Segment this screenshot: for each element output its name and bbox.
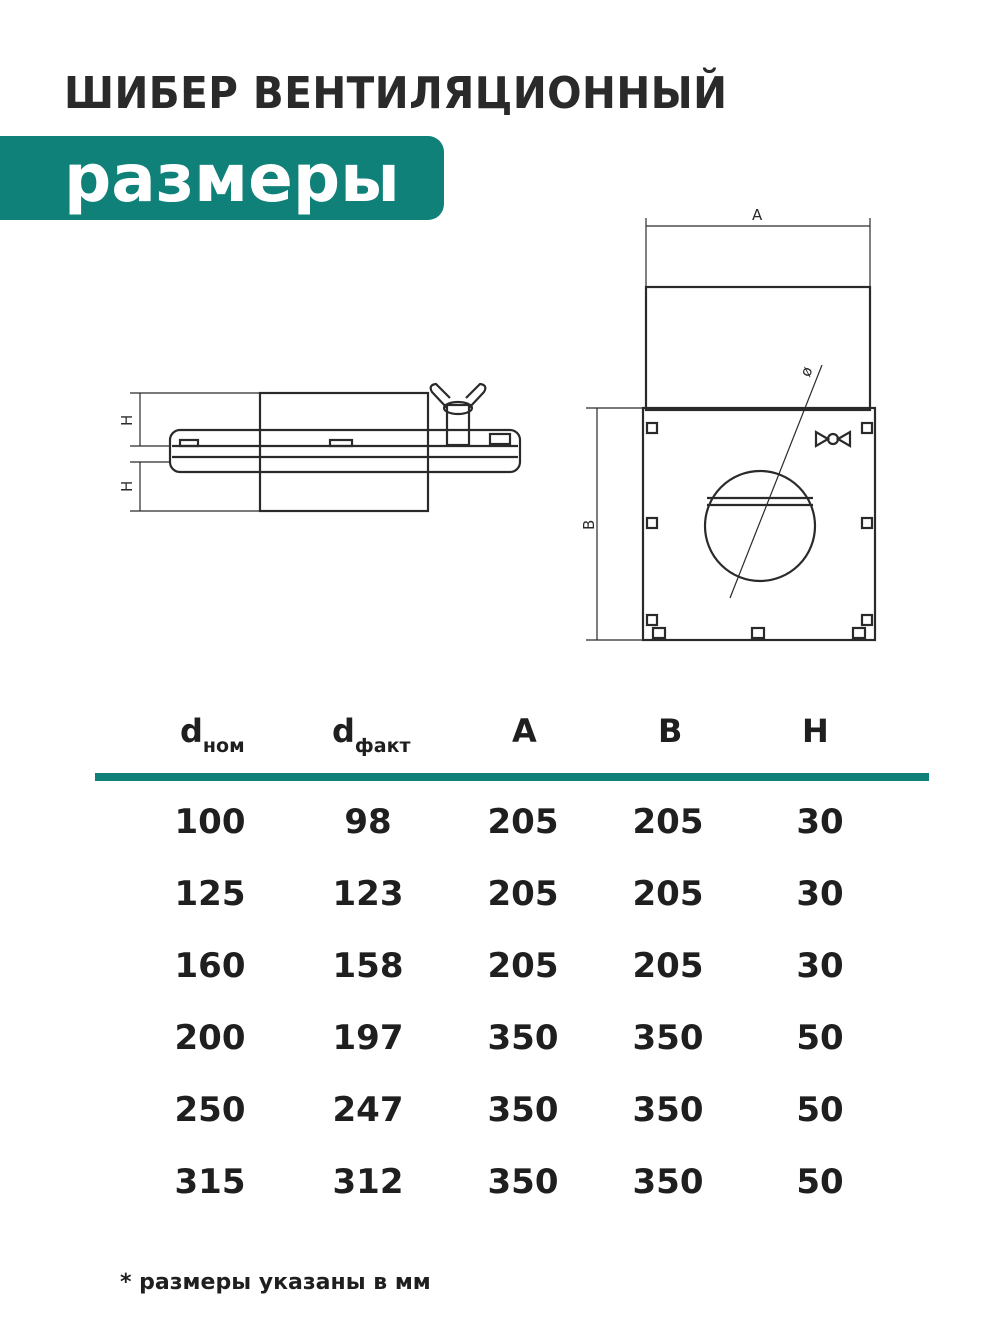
table-cell: 205 [632, 802, 704, 842]
table-cell: 50 [796, 1090, 844, 1130]
table-cell: 350 [487, 1162, 559, 1202]
dimension-label-b: B [580, 519, 598, 530]
table-cell: 315 [174, 1162, 246, 1202]
table-cell: 250 [174, 1090, 246, 1130]
header-d-fakt: $d_{факт}$ [332, 712, 411, 757]
table-cell: 205 [632, 946, 704, 986]
dimension-label-h-bottom: H [118, 480, 136, 492]
table-cell: 350 [487, 1090, 559, 1130]
table-cell: 205 [487, 802, 559, 842]
table-cell: 247 [332, 1090, 404, 1130]
table-cell: 350 [632, 1162, 704, 1202]
table-cell: 350 [487, 1018, 559, 1058]
table-cell: 205 [487, 874, 559, 914]
table-cell: 197 [332, 1018, 404, 1058]
table-cell: 205 [632, 874, 704, 914]
front-view [586, 218, 875, 640]
side-view [130, 384, 520, 511]
table-cell: 350 [632, 1090, 704, 1130]
dimension-label-a: A [752, 206, 763, 224]
table-cell: 123 [332, 874, 404, 914]
header-d-nom: $d_{ном}$ [180, 712, 245, 757]
dimension-label-diameter: ø [796, 364, 817, 380]
table-cell: 30 [796, 946, 844, 986]
table-cell: 30 [796, 874, 844, 914]
table-cell: 158 [332, 946, 404, 986]
footnote: * размеры указаны в мм [120, 1270, 431, 1295]
table-cell: 312 [332, 1162, 404, 1202]
header-a: A [512, 712, 537, 750]
header-b: B [658, 712, 683, 750]
table-cell: 205 [487, 946, 559, 986]
table-cell: 125 [174, 874, 246, 914]
table-cell: 50 [796, 1018, 844, 1058]
table-cell: 50 [796, 1162, 844, 1202]
header-divider [95, 773, 929, 781]
table-cell: 30 [796, 802, 844, 842]
table-cell: 350 [632, 1018, 704, 1058]
table-cell: 200 [174, 1018, 246, 1058]
table-cell: 160 [174, 946, 246, 986]
header-h: H [802, 712, 829, 750]
section-banner-label: размеры [64, 140, 400, 217]
table-cell: 98 [344, 802, 392, 842]
dimension-label-h-top: H [118, 414, 136, 426]
page-title: ШИБЕР ВЕНТИЛЯЦИОННЫЙ [64, 68, 728, 119]
table-cell: 100 [174, 802, 246, 842]
